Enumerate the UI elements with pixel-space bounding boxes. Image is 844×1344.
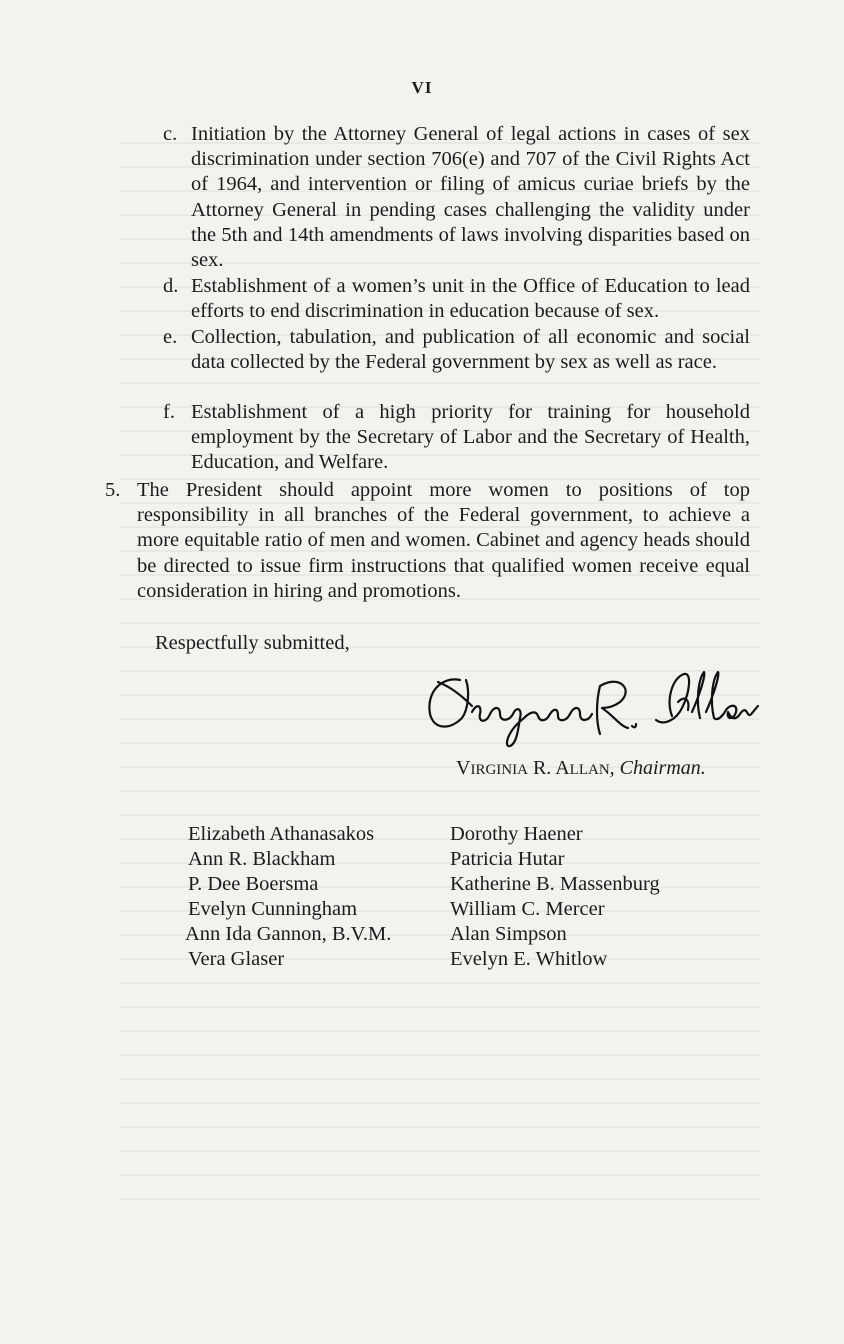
signer-title: Chairman. — [619, 757, 706, 779]
closing-line: Respectfully submitted, — [155, 632, 350, 654]
member-name: William C. Mercer — [450, 898, 605, 920]
member-name: Patricia Hutar — [450, 848, 565, 870]
member-name: P. Dee Boersma — [188, 873, 319, 895]
list-marker: 5. — [105, 479, 121, 501]
list-marker: d. — [163, 275, 179, 297]
list-item-text: Establishment of a high priority for training for household employment by the Secretary of Labor and the Secretary of Health, Education, and Welfare. — [191, 401, 750, 474]
members-list-left — [185, 822, 392, 972]
list-item-5 — [105, 478, 750, 604]
signer-first-initial: V — [456, 757, 471, 779]
list-item-text: Collection, tabulation, and publication of all economic and social data collected by the Federal government by sex as well as race. — [191, 326, 750, 374]
list-marker: e. — [163, 326, 178, 348]
handwritten-signature — [420, 662, 760, 757]
list-item-text: The President should appoint more women to positions of top responsibility in all branches of the Federal government, to achieve a more equitable ratio of men and women. Cabinet and agency heads should be directed to issue firm instructions that qualified women receive equal consideration in hiring and promotions. — [137, 479, 750, 602]
list-marker: c. — [163, 123, 178, 145]
member-name: Dorothy Haener — [450, 823, 583, 845]
page-number: VI — [411, 78, 433, 97]
list-item-d — [163, 274, 750, 324]
list-item-text: Initiation by the Attorney General of legal actions in cases of sex discrimination under section 706(e) and 707 of the Civil Rights Act of 1964, and intervention or filing of amicus curiae briefs by the Attorney General in pending cases challenging the validity under the 5th and 14th amendments of laws involving disparities based on sex. — [191, 123, 750, 272]
member-name: Alan Simpson — [450, 923, 567, 945]
members-list-right — [450, 822, 660, 972]
list-item-c — [163, 122, 750, 273]
signer-first-rest: IRGINIA — [470, 762, 528, 778]
list-item-text: Establishment of a women’s unit in the Office of Education to lead efforts to end discrimination in education because of sex. — [191, 275, 750, 323]
list-item-e — [163, 325, 750, 375]
member-name: Vera Glaser — [188, 948, 285, 970]
list-marker: f. — [163, 401, 175, 423]
member-name: Evelyn Cunningham — [188, 898, 358, 920]
signer-last-rest: LLAN — [569, 762, 610, 778]
member-name: Ann R. Blackham — [188, 848, 336, 870]
signer-last-initial: A — [555, 757, 570, 779]
signer-name: VIRGINIA R. ALLAN, Chairman. — [456, 757, 706, 779]
signer-middle: R. — [532, 757, 552, 779]
list-item-f — [163, 400, 750, 476]
member-name: Katherine B. Massenburg — [450, 873, 660, 895]
member-name: Elizabeth Athanasakos — [188, 823, 375, 845]
member-name: Ann Ida Gannon, B.V.M. — [185, 923, 392, 945]
member-name: Evelyn E. Whitlow — [450, 948, 608, 970]
